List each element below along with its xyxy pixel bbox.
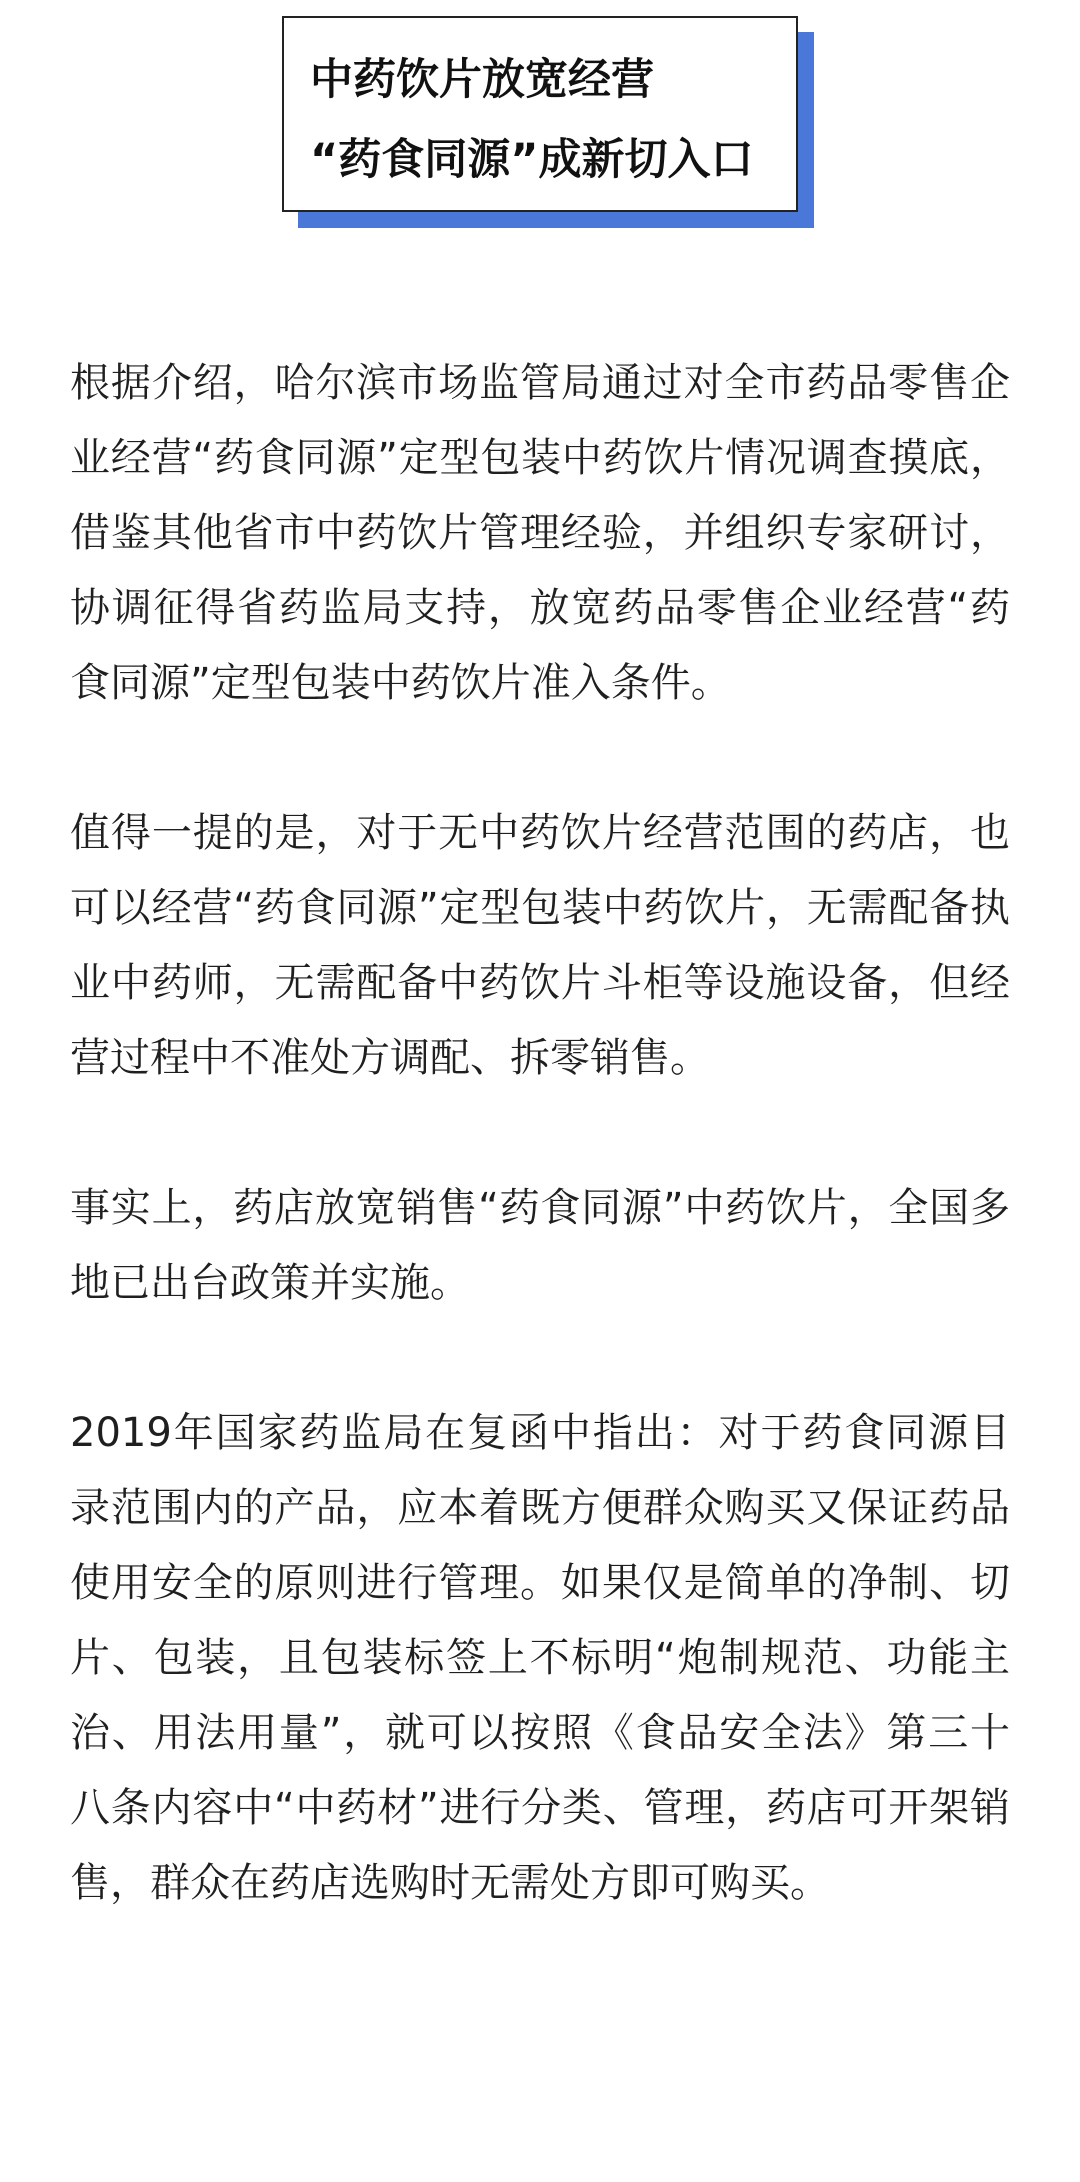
title-line-1: 中药饮片放宽经营 — [310, 55, 654, 105]
article-body — [70, 346, 1010, 1921]
title-card-box — [282, 16, 798, 212]
paragraph-2: 值得一提的是，对于无中药饮片经营范围的药店，也可以经营“药食同源”定型包装中药饮片，无需配备执业中药师，无需配备中药饮片斗柜等设施设备，但经营过程中不准处方调配、拆零销售。 — [70, 810, 1010, 1081]
paragraph-3: 事实上，药店放宽销售“药食同源”中药饮片，全国多地已出台政策并实施。 — [70, 1185, 1010, 1306]
title-card — [282, 16, 798, 212]
paragraph-1: 根据介绍，哈尔滨市场监管局通过对全市药品零售企业经营“药食同源”定型包装中药饮片情况调查摸底，借鉴其他省市中药饮片管理经验，并组织专家研讨，协调征得省药监局支持，放宽药品零售企业经营“药食同源”定型包装中药饮片准入条件。 — [70, 360, 1010, 706]
title-line-2: “药食同源”成新切入口 — [310, 135, 754, 185]
paragraph-4: 2019年国家药监局在复函中指出：对于药食同源目录范围内的产品，应本着既方便群众购买又保证药品使用安全的原则进行管理。如果仅是简单的净制、切片、包装，且包装标签上不标明“炮制规范、功能主治、用法用量”，就可以按照《食品安全法》第三十八条内容中“中药材”进行分类、管理，药店可开架销售，群众在药店选购时无需处方即可购买。 — [70, 1410, 1010, 1906]
